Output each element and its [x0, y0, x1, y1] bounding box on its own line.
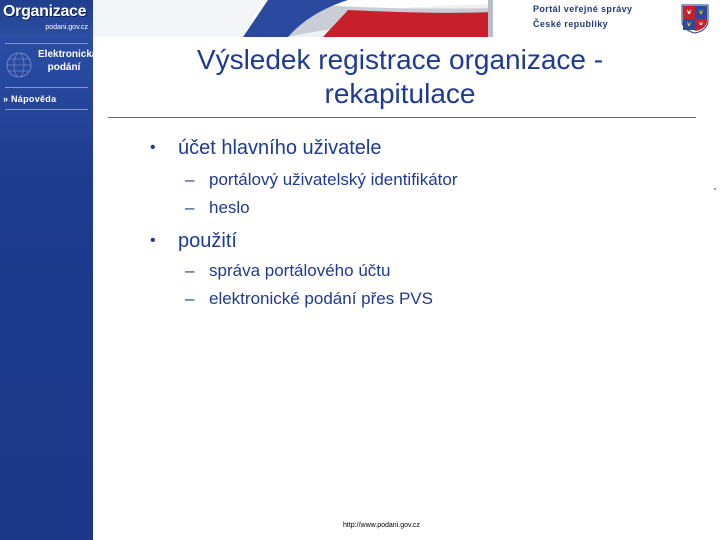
czech-emblem-icon [680, 3, 710, 34]
dash-icon: – [185, 198, 195, 217]
app-label-line2: podání [47, 62, 81, 73]
portal-title-line1: Portál veřejné správy [533, 4, 633, 14]
sidebar-divider [5, 43, 88, 44]
title-divider [108, 117, 696, 118]
bullet-text: účet hlavního uživatele [178, 137, 382, 159]
portal-header [493, 0, 720, 37]
logo-title: Organizace [3, 3, 87, 20]
bullet-icon: • [150, 232, 156, 249]
sub-bullet-text: správa portálového účtu [209, 261, 391, 280]
dash-icon: – [185, 289, 195, 308]
dash-icon: – [185, 170, 195, 189]
dash-icon: – [185, 261, 195, 280]
bullet-icon: • [150, 139, 156, 156]
page-title-line2: rekapitulace [324, 78, 476, 109]
portal-title-line2: České republiky [533, 19, 609, 29]
globe-icon [4, 50, 34, 80]
logo-subtitle: podani.gov.cz [45, 24, 88, 31]
sidebar-item-help[interactable] [0, 91, 88, 107]
decorative-dot [714, 188, 716, 190]
sidebar-divider [5, 109, 88, 110]
flag-banner-image [93, 0, 493, 37]
footer-url-link[interactable]: http://www.podani.gov.cz [343, 522, 420, 529]
chevron-right-icon: » [3, 94, 9, 104]
page-title-line1: Výsledek registrace organizace - [196, 44, 604, 75]
sidebar-item-label: Nápověda [11, 94, 57, 104]
app-label-line1: Elektronická [38, 49, 98, 60]
top-banner [0, 0, 720, 37]
bullet-text: použití [178, 230, 237, 252]
sub-bullet-text: portálový uživatelský identifikátor [209, 170, 458, 189]
sub-bullet-text: heslo [209, 198, 250, 217]
app-label[interactable] [38, 48, 98, 74]
sub-bullet-text: elektronické podání přes PVS [209, 289, 433, 308]
organizace-logo[interactable] [0, 0, 93, 37]
sidebar-divider [5, 87, 88, 88]
page-title [150, 43, 650, 111]
left-sidebar [0, 37, 98, 540]
